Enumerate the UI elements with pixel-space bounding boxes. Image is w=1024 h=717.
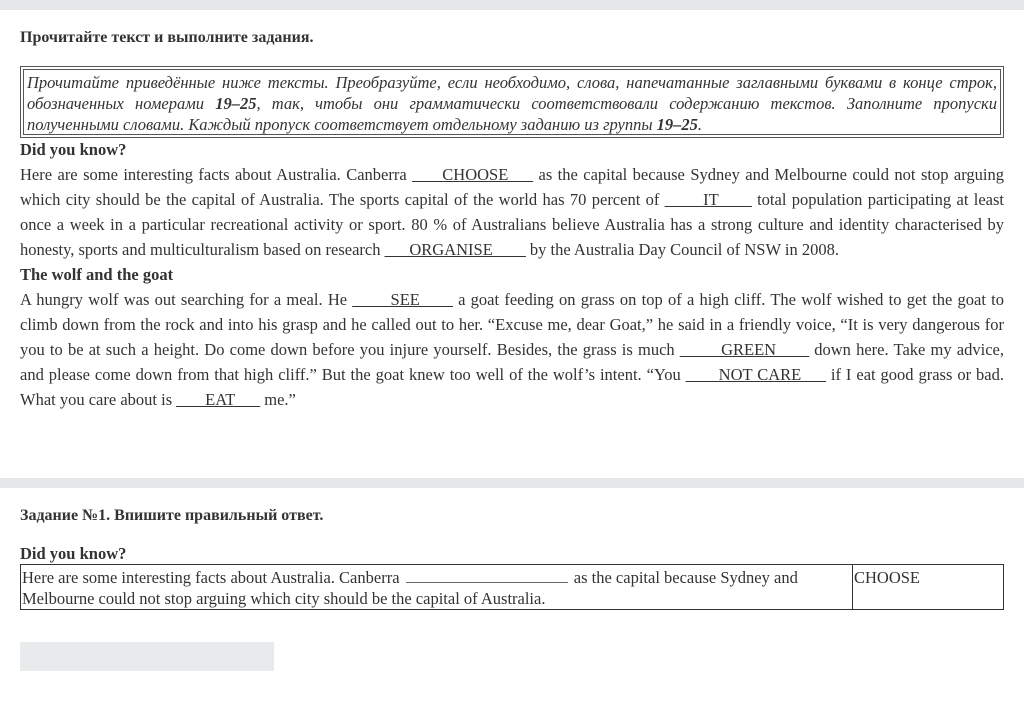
reading-text [20,137,1004,412]
instruction-box [20,66,1004,138]
text-heading: The wolf and the goat [20,265,174,284]
submit-button[interactable] [20,642,274,671]
gap-word: ____NOT CARE___ [685,365,826,384]
gap-word: ____ SEE____ [352,290,453,309]
task-title: Задание №1. Впишите правильный ответ. [20,507,324,524]
paragraph: Here are some interesting facts about Australia. Canberra ___ CHOOSE___ as the capital because Sydney and Melbourne could not stop arguing which city should be the capital of Australia. The sports capital of the world has 70 percent of ____ IT____ total population participating at least once a week in a particular recreational activity or sport. 80 % of Australians believe Australia has a strong culture and identity characterised by honesty, sports and multiculturalism based on research ___ORGANISE____ by the Australia Day Council of NSW in 2008. [20,165,1005,259]
answer-input[interactable] [406,568,568,583]
gap-word: ____ IT____ [664,190,752,209]
text-heading: Did you know? [20,140,127,159]
gap-word: ___ORGANISE____ [384,240,526,259]
instruction-text: Прочитайте приведённые ниже тексты. Преобразуйте, если необходимо, слова, напечатанные заглавными буквами в конце строк, обозначенных номерами 19–25, так, чтобы они грамматически соответствовали содержанию текстов. Заполните пропуски полученными словами. Каждый пропуск соответствует отдельному заданию из группы 19–25. [23,69,1001,135]
task-subheading: Did you know? [20,544,127,563]
task-word: CHOOSE [854,568,921,587]
task-range: 19–25 [656,115,698,134]
gap-word: ___ EAT___ [176,390,261,409]
page-title: Прочитайте текст и выполните задания. [20,29,314,46]
task-range: 19–25 [215,94,257,113]
top-band [0,0,1024,10]
task-table [20,564,1004,610]
gap-word: _____GREEN____ [679,340,810,359]
task-sentence: Here are some interesting facts about Australia. Canberra as the capital because Sydney and Melbourne could not stop arguing which city should be the capital of Australia. [21,565,853,609]
gap-word: ___ CHOOSE___ [412,165,534,184]
paragraph: A hungry wolf was out searching for a meal. He ____ SEE____ a goat feeding on grass on top of a high cliff. The wolf wished to get the goat to climb down from the rock and into his grasp and he called out to her. “Excuse me, dear Goat,” he said in a friendly voice, “It is very dangerous for you to be at such a height. Do come down before you injure yourself. Besides, the grass is much _____GREEN____ down here. Take my advice, and please come down from that high cliff.” But the goat knew too well of the wolf’s intent. “You ____NOT CARE___ if I eat good grass or bad. What you care about is ___ EAT___ me.” [20,290,1005,409]
section-divider [0,478,1024,488]
